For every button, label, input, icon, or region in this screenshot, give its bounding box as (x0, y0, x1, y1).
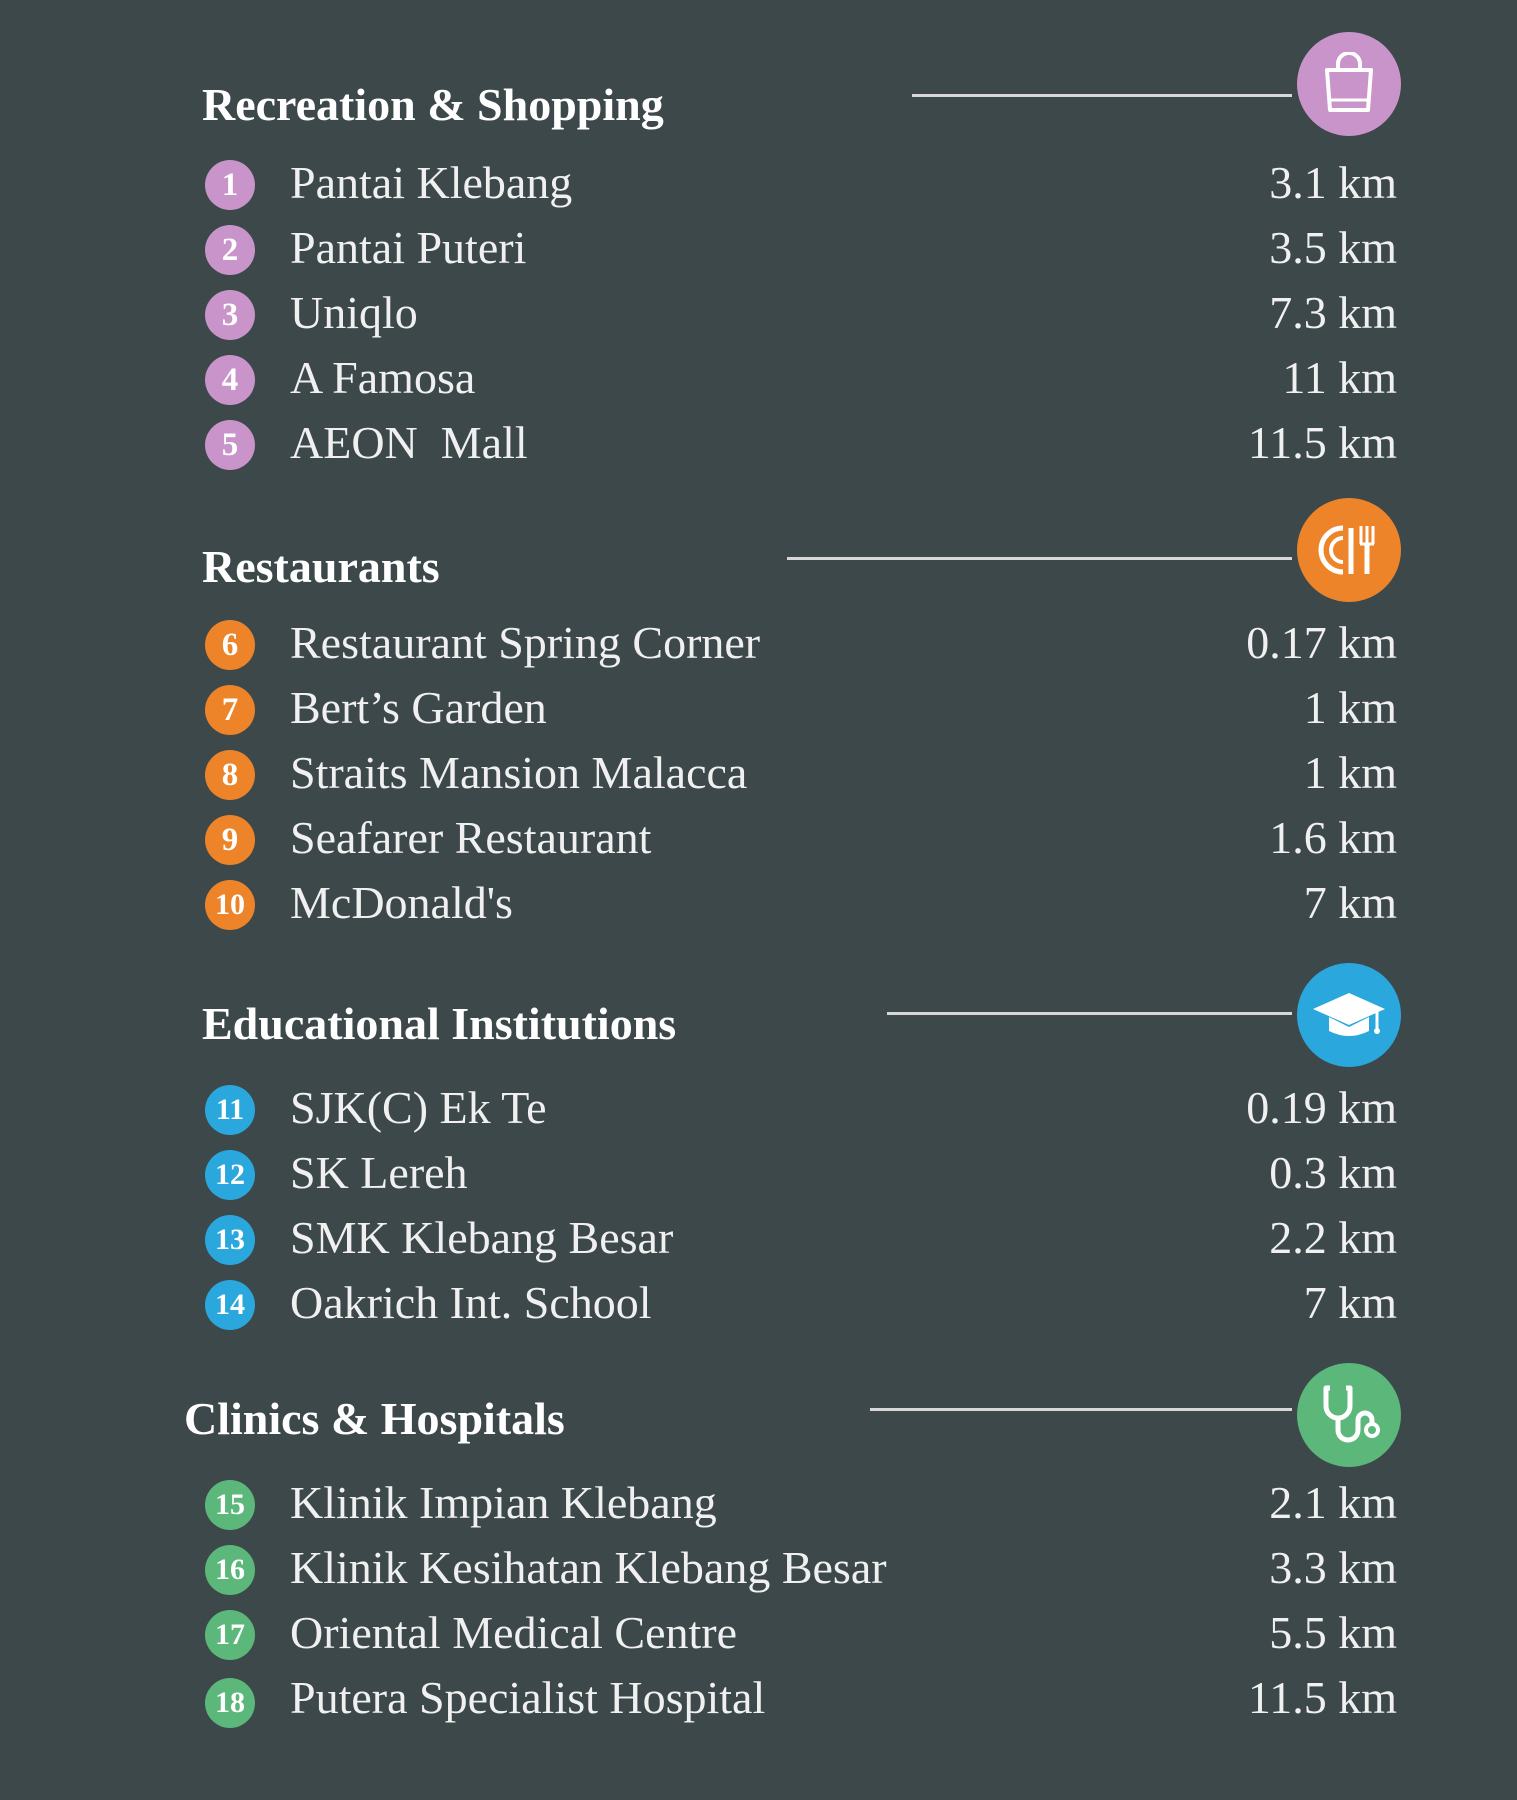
item-number-badge: 16 (205, 1545, 255, 1595)
place-name: Oakrich Int. School (290, 1277, 652, 1328)
section-title: Recreation & Shopping (202, 79, 664, 130)
place-name: Seafarer Restaurant (290, 812, 652, 863)
place-name: AEON Mall (290, 417, 528, 468)
place-name: Pantai Klebang (290, 157, 573, 208)
item-number-badge: 9 (205, 815, 255, 865)
place-distance: 11.5 km (1247, 1672, 1397, 1723)
list-item (0, 745, 1517, 805)
section-divider (912, 94, 1292, 97)
item-number-badge: 14 (205, 1280, 255, 1330)
list-item (0, 1670, 1517, 1730)
place-name: Putera Specialist Hospital (290, 1672, 766, 1723)
list-item (0, 1275, 1517, 1335)
place-distance: 7 km (1303, 1277, 1397, 1328)
place-distance: 11 km (1282, 352, 1397, 403)
place-name: Oriental Medical Centre (290, 1607, 738, 1658)
place-distance: 0.17 km (1246, 617, 1397, 668)
place-distance: 5.5 km (1269, 1607, 1397, 1658)
shopping-bag-icon (1297, 32, 1401, 136)
place-distance: 2.2 km (1269, 1212, 1397, 1263)
section-divider (870, 1408, 1292, 1411)
place-name: Restaurant Spring Corner (290, 617, 761, 668)
item-number-badge: 11 (205, 1085, 255, 1135)
item-number-badge: 1 (205, 160, 255, 210)
list-item (0, 285, 1517, 345)
item-number-badge: 5 (205, 420, 255, 470)
list-item (0, 1080, 1517, 1140)
place-name: Uniqlo (290, 287, 418, 338)
place-distance: 11.5 km (1247, 417, 1397, 468)
item-number-badge: 12 (205, 1150, 255, 1200)
place-distance: 0.3 km (1269, 1147, 1397, 1198)
item-number-badge: 8 (205, 750, 255, 800)
item-number-badge: 4 (205, 355, 255, 405)
fork-knife-plate-icon (1297, 498, 1401, 602)
list-item (0, 615, 1517, 675)
list-item (0, 810, 1517, 870)
place-distance: 1.6 km (1269, 812, 1397, 863)
place-distance: 0.19 km (1246, 1082, 1397, 1133)
place-distance: 3.1 km (1269, 157, 1397, 208)
item-number-badge: 10 (205, 880, 255, 930)
item-number-badge: 6 (205, 620, 255, 670)
section-divider (787, 557, 1292, 560)
stethoscope-icon (1297, 1363, 1401, 1467)
item-number-badge: 15 (205, 1480, 255, 1530)
list-item (0, 1145, 1517, 1205)
graduation-cap-icon (1297, 963, 1401, 1067)
place-name: Straits Mansion Malacca (290, 747, 748, 798)
place-name: SMK Klebang Besar (290, 1212, 674, 1263)
place-name: Bert’s Garden (290, 682, 547, 733)
item-number-badge: 7 (205, 685, 255, 735)
list-item (0, 1540, 1517, 1600)
list-item (0, 1210, 1517, 1270)
section-title: Restaurants (202, 541, 440, 592)
section-divider (887, 1012, 1292, 1015)
place-distance: 3.5 km (1269, 222, 1397, 273)
list-item (0, 680, 1517, 740)
item-number-badge: 2 (205, 225, 255, 275)
place-distance: 1 km (1303, 682, 1397, 733)
item-number-badge: 18 (205, 1678, 255, 1728)
place-name: McDonald's (290, 877, 513, 928)
list-item (0, 350, 1517, 410)
place-distance: 7.3 km (1269, 287, 1397, 338)
list-item (0, 875, 1517, 935)
place-distance: 7 km (1303, 877, 1397, 928)
section-title: Educational Institutions (202, 998, 677, 1049)
section-title: Clinics & Hospitals (184, 1393, 565, 1444)
place-name: Klinik Impian Klebang (290, 1477, 717, 1528)
place-name: Pantai Puteri (290, 222, 527, 273)
list-item (0, 1605, 1517, 1665)
list-item (0, 220, 1517, 280)
place-name: SJK(C) Ek Te (290, 1082, 547, 1133)
list-item (0, 155, 1517, 215)
place-distance: 2.1 km (1269, 1477, 1397, 1528)
place-name: SK Lereh (290, 1147, 468, 1198)
place-name: A Famosa (290, 352, 476, 403)
item-number-badge: 13 (205, 1215, 255, 1265)
list-item (0, 1475, 1517, 1535)
place-distance: 3.3 km (1269, 1542, 1397, 1593)
list-item (0, 415, 1517, 475)
place-distance: 1 km (1303, 747, 1397, 798)
place-name: Klinik Kesihatan Klebang Besar (290, 1542, 887, 1593)
item-number-badge: 17 (205, 1610, 255, 1660)
item-number-badge: 3 (205, 290, 255, 340)
